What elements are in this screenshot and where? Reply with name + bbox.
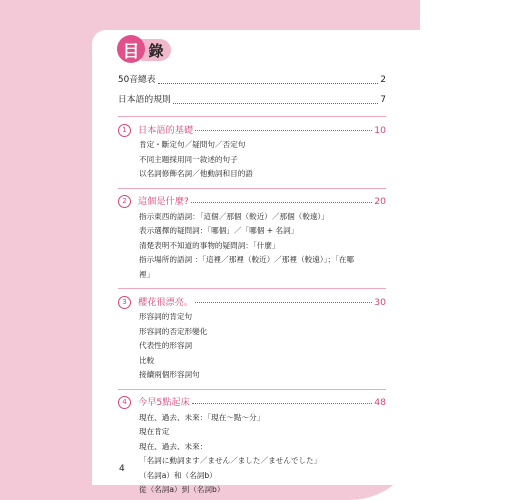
divider bbox=[118, 116, 386, 117]
toc-title-left: 目 bbox=[117, 35, 145, 63]
chapter-heading[interactable] bbox=[118, 294, 386, 310]
chapter-title: 這個是什麼? bbox=[138, 196, 189, 207]
chapter-item: 形容詞的否定形變化 bbox=[139, 326, 208, 336]
toc-title-right: 錄 bbox=[141, 39, 171, 61]
chapter-1 bbox=[118, 122, 386, 182]
chapter-heading[interactable] bbox=[118, 395, 386, 411]
toc-entry-kana-table[interactable] bbox=[118, 70, 386, 90]
chapter-item: 「名詞に動詞ます／ません／ました／ませんでした」 bbox=[139, 456, 322, 465]
dot-leader bbox=[158, 82, 379, 84]
page-number: 4 bbox=[119, 464, 125, 474]
chapter-heading[interactable] bbox=[118, 194, 386, 210]
chapter-item: 指示場所的語詞 ：「這裡／那裡（較近）／那裡（較遠）」；「在哪 bbox=[139, 255, 355, 264]
toc-entry-page: 2 bbox=[380, 74, 386, 85]
dot-leader bbox=[191, 201, 372, 203]
dot-leader bbox=[195, 301, 372, 303]
chapter-item: 形容詞的肯定句 bbox=[139, 312, 193, 321]
chapter-title: 今早5點起床 bbox=[138, 397, 190, 408]
chapter-item: 肯定・斷定句／疑問句／否定句 bbox=[139, 140, 246, 149]
chapter-item: 從（名詞a）到（名詞b） bbox=[139, 485, 225, 494]
chapter-item: 指示東西的語詞：「這個／那個（較近）／那個（較遠）」 bbox=[139, 211, 329, 221]
chapter-item: 不同主題採用同一敘述的句子 bbox=[139, 154, 238, 164]
chapter-item: 清楚表明不知道的事物的疑問詞：「什麼」 bbox=[139, 240, 280, 250]
divider bbox=[118, 288, 386, 289]
chapter-page: 48 bbox=[374, 397, 386, 408]
chapter-item: （名詞a）和（名詞b） bbox=[139, 470, 217, 480]
chapter-3 bbox=[118, 294, 386, 383]
chapter-page: 10 bbox=[374, 124, 386, 136]
chapter-item: 裡」 bbox=[139, 269, 155, 279]
chapter-item: 接續兩個形容詞句 bbox=[139, 370, 200, 379]
chapter-4 bbox=[118, 395, 386, 498]
chapter-heading[interactable] bbox=[118, 122, 386, 138]
dot-leader bbox=[195, 129, 372, 131]
divider bbox=[118, 389, 386, 390]
chapter-item: 表示選擇的疑問詞：「哪個」／「哪個 + 名詞」 bbox=[139, 226, 299, 235]
toc-entry-label: 日本語的規則 bbox=[118, 94, 171, 105]
chapter-item: 現在、過去、未來： bbox=[139, 441, 208, 451]
chapter-item: 以名詞修飾名詞／他動詞和目的語 bbox=[139, 169, 253, 178]
chapter-number-badge: 3 bbox=[118, 296, 131, 309]
chapter-2 bbox=[118, 194, 386, 283]
toc-title-badge bbox=[117, 35, 173, 65]
chapter-number-badge: 1 bbox=[118, 124, 131, 137]
dot-leader bbox=[192, 402, 373, 404]
toc-entry-page: 7 bbox=[380, 94, 386, 105]
chapter-item: 比較 bbox=[139, 355, 155, 365]
toc-entry-label: 50音總表 bbox=[118, 74, 156, 85]
chapter-page: 30 bbox=[374, 296, 386, 308]
chapter-item: 現在肯定 bbox=[139, 427, 170, 436]
chapter-page: 20 bbox=[374, 196, 386, 207]
chapter-item: 現在、過去、未來：「現在〜點〜分」 bbox=[139, 412, 265, 422]
chapter-number-badge: 2 bbox=[118, 195, 131, 208]
table-of-contents bbox=[118, 70, 386, 498]
divider bbox=[118, 188, 386, 189]
chapter-number-badge: 4 bbox=[118, 396, 131, 409]
chapter-title: 櫻花很漂亮。 bbox=[138, 296, 194, 308]
chapter-item: 代表性的形容詞 bbox=[139, 341, 193, 350]
chapter-title: 日本語的基礎 bbox=[138, 124, 194, 136]
dot-leader bbox=[173, 102, 379, 104]
toc-entry-rules[interactable] bbox=[118, 90, 386, 110]
